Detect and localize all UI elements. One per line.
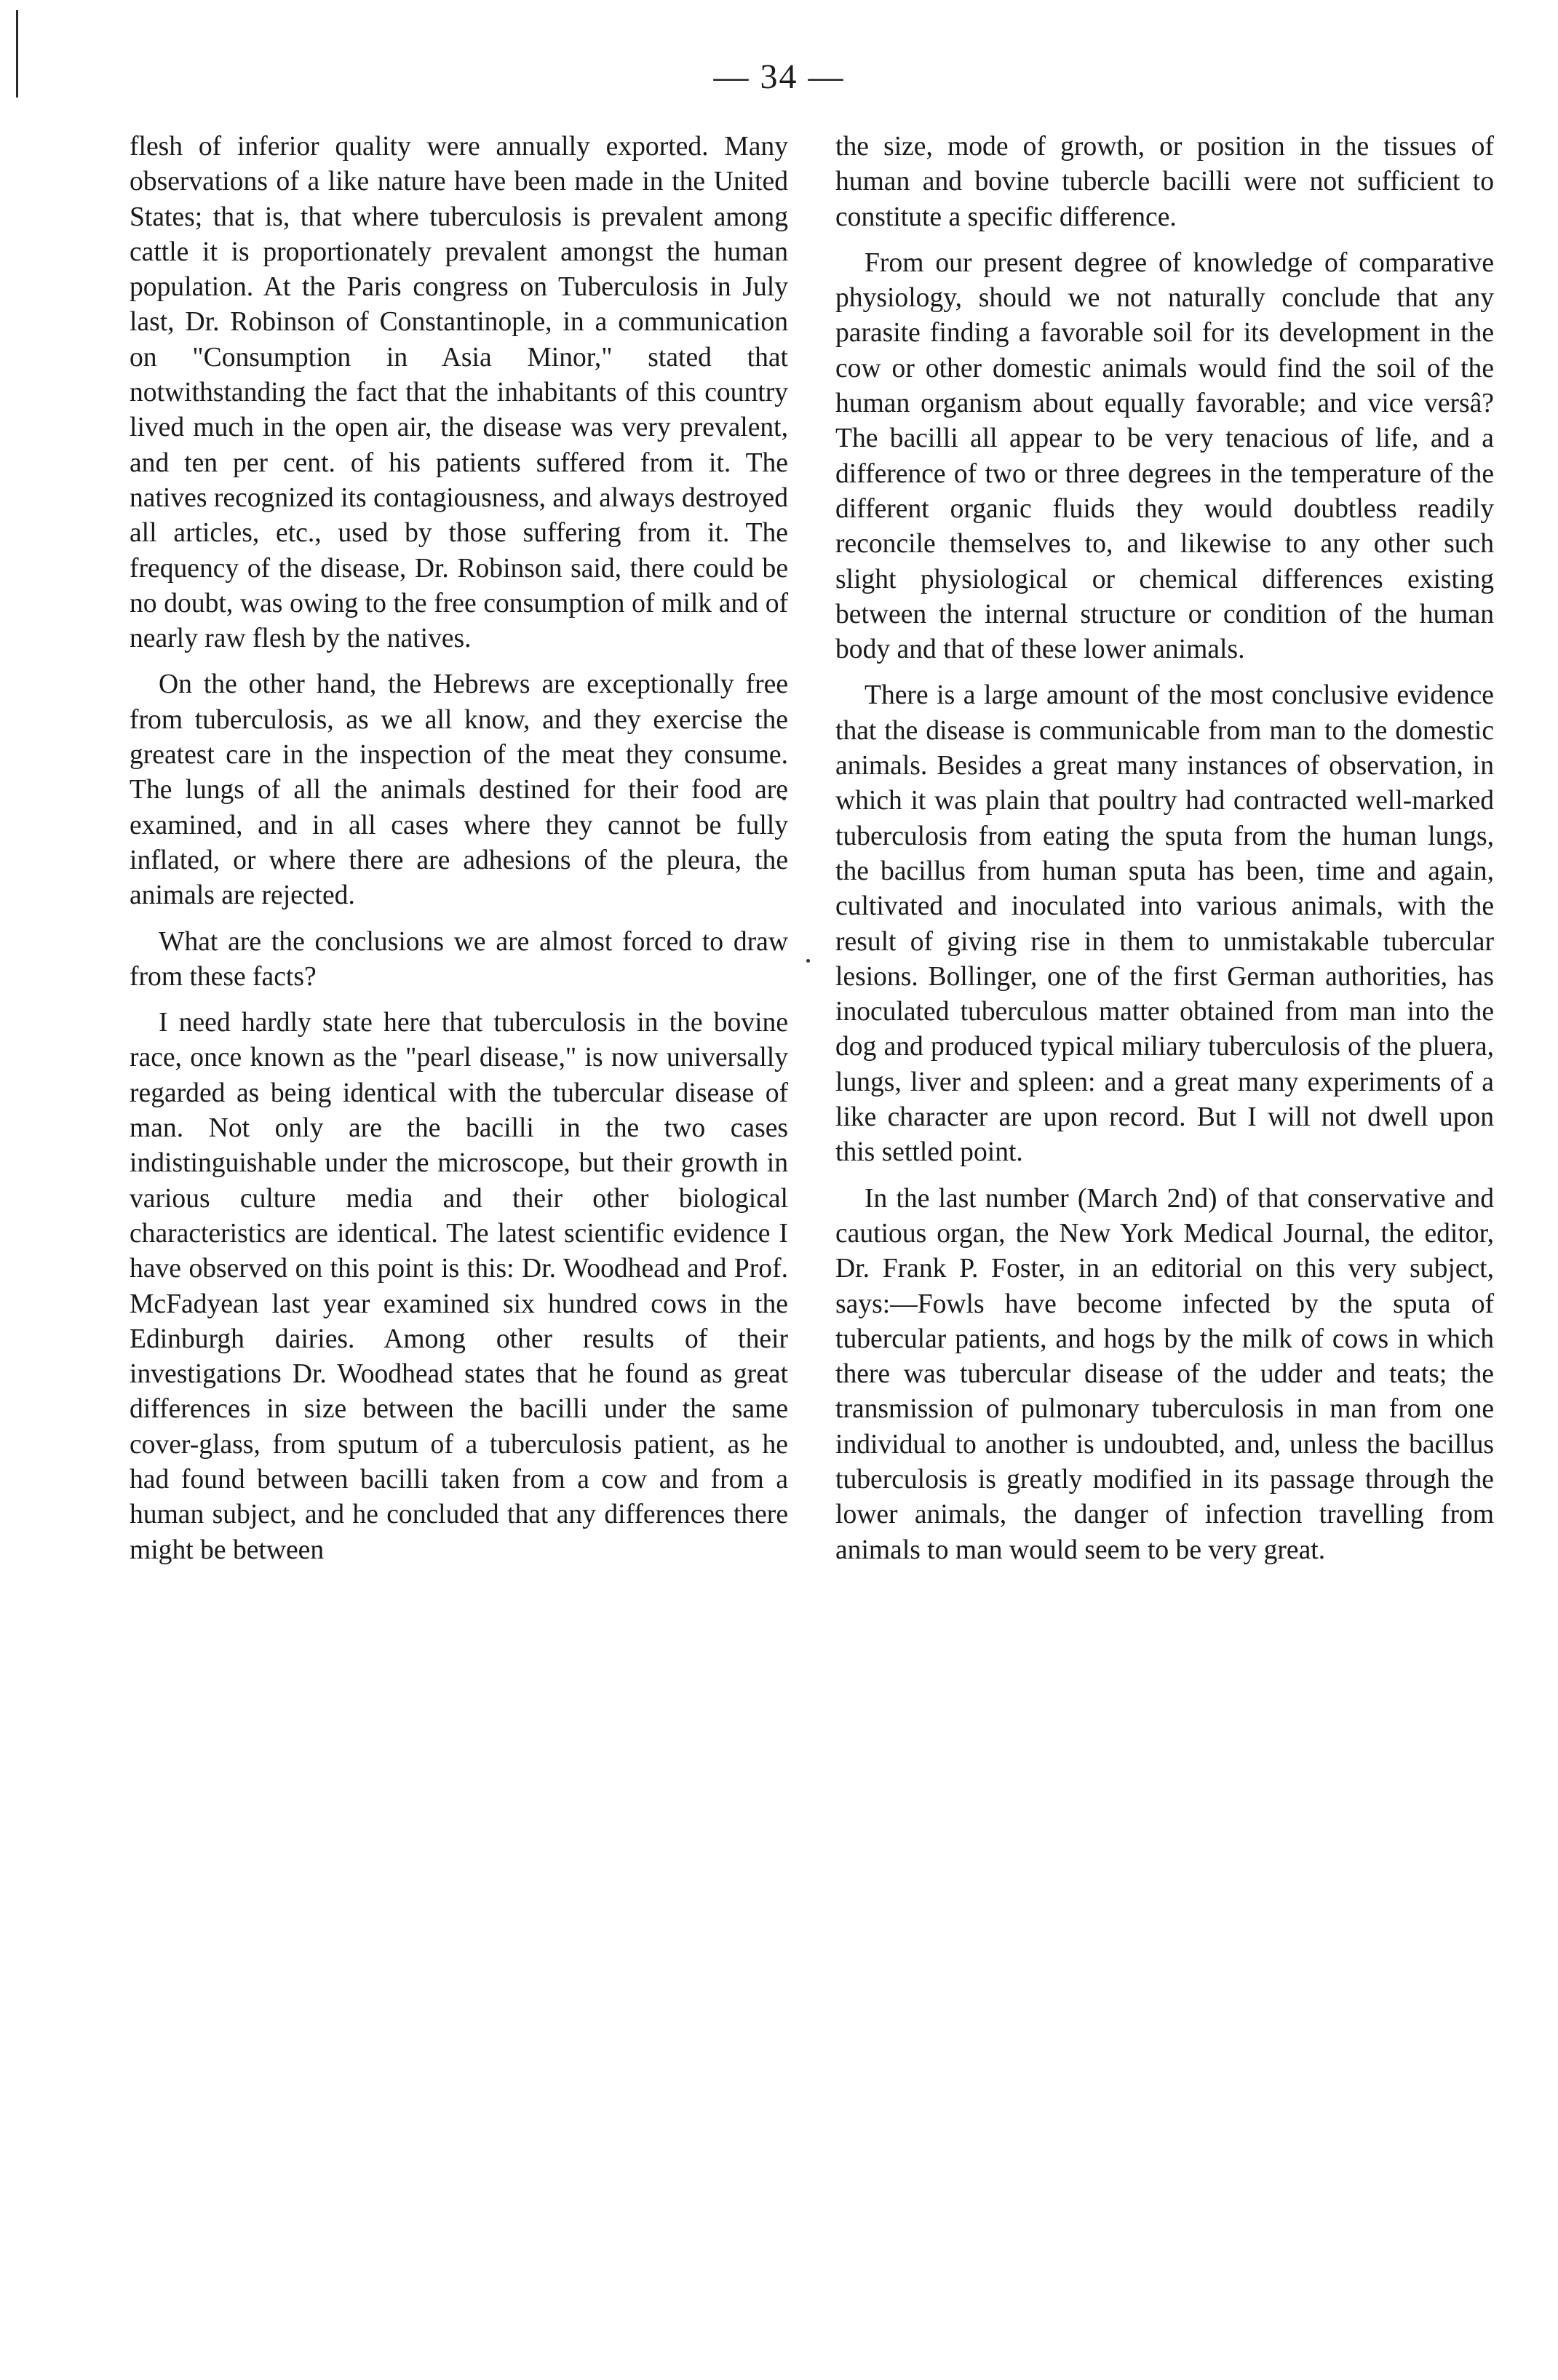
paragraph: On the other hand, the Hebrews are exceptionally free from tuberculosis, as we all know, and they exercise the greatest care in the inspection of the meat they consume. The lungs of all the animals destined for their food are examined, and in all cases where they cannot be fully inflated, or where there are adhesions of the pleura, the animals are rejected.: [130, 669, 788, 911]
left-column: [130, 130, 788, 1568]
page-number: — 34 —: [713, 57, 845, 96]
paragraph: I need hardly state here that tuberculosis in the bovine race, once known as the "pearl disease," is now universally regarded as being identical with the tubercular disease of man. Not only are the bacilli in the two cases indistinguishable under the microscope, but their growth in various culture media and their other biological characteristics are identical. The latest scientific evidence I have observed on this point is this: Dr. Woodhead and Prof. McFadyean last year examined six hundred cows in the Edinburgh dairies. Among other results of their investigations Dr. Woodhead states that he found as great differences in size between the bacilli under the same cover-glass, from sputum of a tuberculosis patient, as he had found between bacilli taken from a cow and from a human subject, and he concluded that any differences there might be between: [130, 1008, 788, 1565]
paragraph: the size, mode of growth, or position in the tissues of human and bovine tubercle bacilli were not sufficient to constitute a specific difference.: [835, 132, 1494, 232]
stray-ink-dot: [806, 959, 810, 963]
paragraph: From our present degree of knowledge of comparative physiology, should we not naturally conclude that any parasite finding a favorable soil for its development in the cow or other domestic animals would find the soil of the human organism about equally favorable; and vice versâ? The bacilli all appear to be very tenacious of life, and a difference of two or three degrees in the temperature of the different organic fluids they would doubtless readily reconcile themselves to, and likewise to any other such slight physiological or chemical differences existing between the internal structure or condition of the human body and that of these lower animals.: [835, 247, 1494, 665]
paragraph: flesh of inferior quality were annually exported. Many observations of a like nature have been made in the United States; that is, that where tuberculosis is prevalent among cattle it is proportionately prevalent amongst the human population. At the Paris congress on Tuberculosis in July last, Dr. Robinson of Constantinople, in a communication on "Consumption in Asia Minor," stated that notwithstanding the fact that the inhabitants of this country lived much in the open air, the disease was very prevalent, and ten per cent. of his patients suffered from it. The natives recognized its contagiousness, and always destroyed all articles, etc., used by those suffering from it. The frequency of the disease, Dr. Robinson said, there could be no doubt, was owing to the free consumption of milk and of nearly raw flesh by the natives.: [130, 132, 788, 654]
paragraph: What are the conclusions we are almost forced to draw from these facts?: [130, 926, 788, 992]
paragraph: There is a large amount of the most conclusive evidence that the disease is communicable from man to the domestic animals. Besides a great many instances of observation, in which it was plain that poultry had contracted well-marked tuberculosis from eating the sputa from the human lungs, the bacillus from human sputa has been, time and again, cultivated and inoculated into various animals, with the result of giving rise in them to unmistakable tubercular lesions. Bollinger, one of the first German authorities, has inoculated tuberculous matter obtained from man into the dog and produced typical miliary tuberculosis of the pluera, lungs, liver and spleen: and a great many experiments of a like character are upon record. But I will not dwell upon this settled point.: [835, 680, 1494, 1168]
paragraph: In the last number (March 2nd) of that conservative and cautious organ, the New York Medical Journal, the editor, Dr. Frank P. Foster, in an editorial on this very subject, says:—Fowls have become infected by the sputa of tubercular patients, and hogs by the milk of cows in which there was tubercular disease of the udder and teats; the transmission of pulmonary tuberculosis in man from one individual to another is undoubted, and, unless the bacillus tuberculosis is greatly modified in its passage through the lower animals, the danger of infection travelling from animals to man would seem to be very great.: [835, 1183, 1494, 1565]
right-column: [835, 130, 1494, 1568]
